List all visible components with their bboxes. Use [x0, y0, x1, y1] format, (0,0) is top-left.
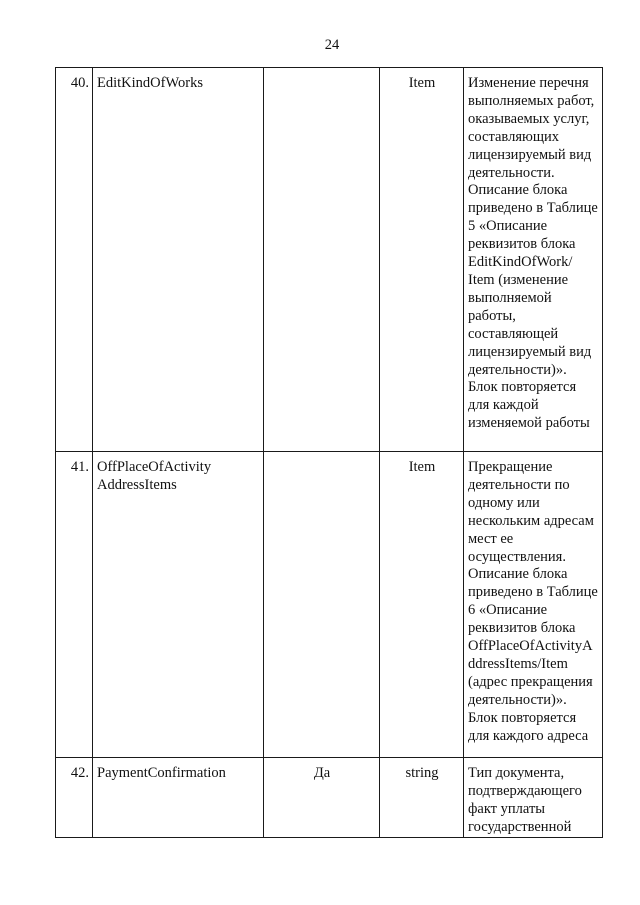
element-type: string: [380, 758, 464, 838]
table-row: [56, 68, 603, 452]
element-description: Изменение перечня выполняемых работ, оказываемых услуг, составляющих лицензируемый вид деятельности. Описание блока приведено в Таблице 5 «Описание реквизитов блока EditKindOfWork/ Item (изменение выполняемой работы, составляющей лицензируемый вид деятельности)». Блок повторяется для каждой изменяемой работы: [464, 68, 603, 452]
required-flag: [264, 68, 380, 452]
row-number: 41.: [56, 452, 93, 758]
element-description: Прекращение деятельности по одному или нескольким адресам мест ее осуществления. Описание блока приведено в Таблице 6 «Описание реквизитов блока OffPlaceOfActivityA ddressItems/Item (адрес прекращения деятельности)». Блок повторяется для каждого адреса: [464, 452, 603, 758]
table-row: [56, 452, 603, 758]
row-number: 42.: [56, 758, 93, 838]
table-row: [56, 758, 603, 838]
page-number: 24: [324, 37, 340, 53]
row-number: 40.: [56, 68, 93, 452]
element-name: OffPlaceOfActivity AddressItems: [93, 452, 264, 758]
element-name: PaymentConfirmation: [93, 758, 264, 838]
element-type: Item: [380, 452, 464, 758]
requisites-table: [55, 67, 603, 838]
required-flag: [264, 452, 380, 758]
element-description: Тип документа, подтверждающего факт уплаты государственной: [464, 758, 603, 838]
element-type: Item: [380, 68, 464, 452]
required-flag: Да: [264, 758, 380, 838]
element-name: EditKindOfWorks: [93, 68, 264, 452]
